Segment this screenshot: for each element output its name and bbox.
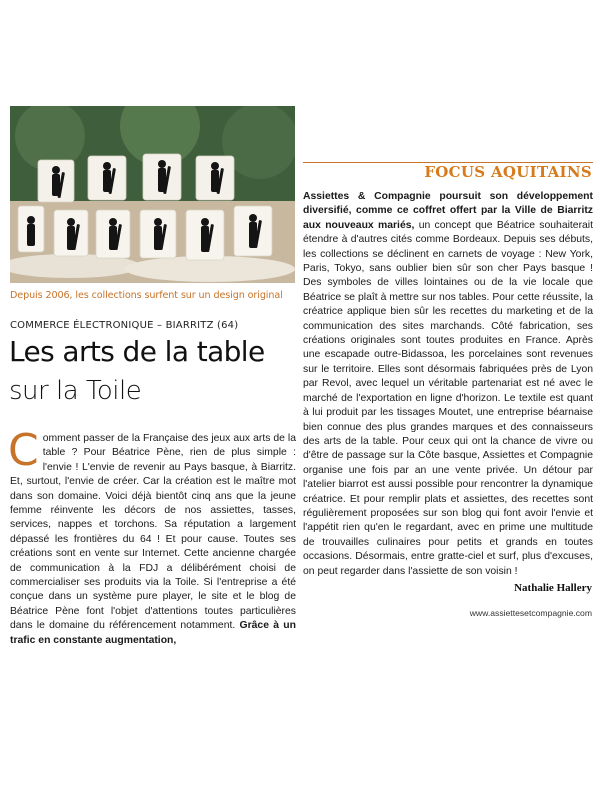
right-column-bold-lead: Assiettes & Compagnie poursuit son développement diversifié, comme ce coffret offert par la Ville de Biarritz aux nouveaux mariés, xyxy=(303,191,593,231)
article-title: Les arts de la table xyxy=(9,335,265,368)
author-byline: Nathalie Hallery xyxy=(514,582,592,594)
website-url: www.assiettesetcompagnie.com xyxy=(469,608,592,618)
drop-cap: C xyxy=(8,425,39,476)
article-column-left xyxy=(8,425,296,648)
section-label: FOCUS AQUITAINS xyxy=(424,163,592,181)
article-column-right xyxy=(303,190,593,579)
article-photo xyxy=(10,106,295,283)
left-column-bold-tail: Grâce à un trafic en constante augmentation, xyxy=(10,620,296,646)
right-column-text: un concept que Béatrice souhaiterait étendre à d'autres cités comme Bordeaux. Depuis ses débuts, les collections se déclinent en carnets de voyage : New York, Paris, Tokyo, sans oublier bien sûr son cher Pays basque ! Des symboles de villes lointaines ou de la vie locale que Béatrice se plaît à mettre sur nos tables. Pour cette réussite, la créatrice applique bien sûr les recettes du marketing et de la communication des sites marchands. Côté fabrication, ses créations originales sont toutes produites en France. Après une escapade outre-Bidassoa, les porcelaines sont revenues sur le territoire. Elles sont désormais fabriquées près de Lyon par Revol, avec lequel un véritable partenariat est né avec le marché de l'exportation en ligne d'horizon. Le textile est quant à lui produit par les tissages Moutet, une entreprise béarnaise bien connue des plus grandes marques et des connaisseurs des arts de la table. Pour ceux qui ont la chance de vivre ou d'être de passage sur la Côte basque, Assiettes et Compagnie organise une fois par an une vente privée. Un détour par l'atelier biarrot est aussi possible pour rencontrer la dynamique créatrice. Et pour remplir plats et assiettes, des recettes sont régulièrement proposées sur son blog qui font avoir l'envie et l'appétit rien qu'en le regardant, avec en prime une multitude de trouvailles culinaires pour petits et grands en toutes occasions. Désormais, entre gratte-ciel et surf, plus d'excuses, on peut regarder dans l'assiette de son voisin ! xyxy=(303,219,594,577)
cups-illustration xyxy=(10,106,295,283)
photo-caption: Depuis 2006, les collections surfent sur un design original xyxy=(10,290,283,301)
article-subtitle: sur la Toile xyxy=(9,376,142,406)
left-column-text: omment passer de la Française des jeux aux arts de la table ? Pour Béatrice Pène, rien de plus simple : l'envie ! L'envie de revenir au Pays basque, à Biarritz. Et, surtout, l'envie de créer. Car la création est le maître mot dans son domaine. Voici déjà bientôt cinq ans que la jeune femme réinvente les décors de nos assiettes, tasses, services, nappes et torchons. Sa réputation a largement dépassé les frontières du 64 ! Et pour cause. Toutes ses créations sont en vente sur Internet. Cette ancienne chargée de communication à la FDJ a délibérément choisi de commercialiser ses produits via la Toile. Si l'entreprise a été conçue dans un système pure player, le site et le blog de Béatrice Pène font l'objet d'attentions toutes particulières dans le domaine du référencement notamment. xyxy=(10,433,296,632)
article-kicker: COMMERCE ÉLECTRONIQUE – BIARRITZ (64) xyxy=(10,320,239,331)
